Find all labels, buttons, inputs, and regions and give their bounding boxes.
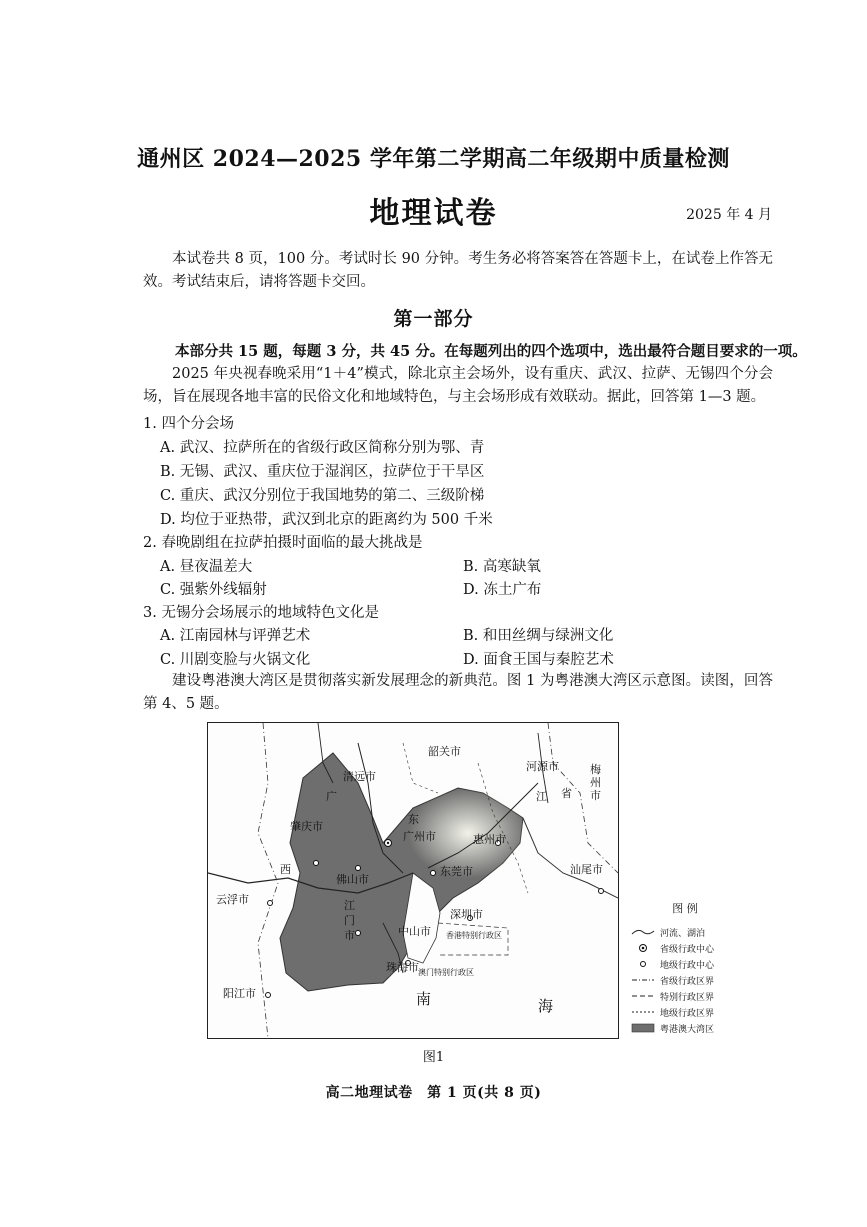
legend-row-river xyxy=(630,924,740,940)
question-3-option-c: C. 川剧变脸与火锅文化 xyxy=(160,652,311,668)
question-1-option-d: D. 均位于亚热带，武汉到北京的距离约为 500 千米 xyxy=(160,512,493,528)
legend-row-bay-area xyxy=(630,1020,740,1036)
label-zhaoqing: 肇庆市 xyxy=(290,820,323,833)
city-marker-jiangmen xyxy=(356,931,361,936)
label-jiang: 江 xyxy=(536,790,547,803)
map-legend xyxy=(630,900,740,1036)
legend-label-prefecture-boundary: 地级行政区界 xyxy=(660,1008,715,1019)
material-paragraph-1: 2025 年央视春晚采用“1＋4”模式，除北京主会场外，设有重庆、武汉、拉萨、无锡四个分会场，旨在展现各地丰富的民俗文化和地域特色，与主会场形成有效联动。据此，回答第 1—3 题。 xyxy=(143,366,773,405)
question-2-option-b: B. 高寒缺氧 xyxy=(463,559,541,575)
city-marker-yunfu xyxy=(268,901,273,906)
question-3-option-a: A. 江南园林与评弹艺术 xyxy=(160,628,311,644)
bay-area-map xyxy=(207,722,619,1039)
provincial-boundary-icon xyxy=(630,977,656,983)
legend-label-prefecture-center: 地级行政中心 xyxy=(660,960,715,971)
question-1-option-c: C. 重庆、武汉分别位于我国地势的第二、三级阶梯 xyxy=(160,488,485,504)
part-heading: 第一部分 xyxy=(393,308,474,330)
question-2-stem: 2. 春晚剧组在拉萨拍摄时面临的最大挑战是 xyxy=(143,535,423,551)
river-symbol-icon xyxy=(630,928,656,936)
question-3-option-d: D. 面食王国与秦腔艺术 xyxy=(463,652,614,668)
legend-row-prefecture-center xyxy=(630,956,740,972)
label-zhuhai: 珠海市 xyxy=(386,961,419,974)
question-1-stem: 1. 四个分会场 xyxy=(143,416,234,432)
sar-boundary-icon xyxy=(630,993,656,999)
prefecture-boundary-icon xyxy=(630,1009,656,1015)
label-hong-kong: 香港特别行政区 xyxy=(446,931,502,940)
city-marker-zhaoqing xyxy=(314,861,319,866)
legend-title: 图 例 xyxy=(672,902,698,915)
label-yunfu: 云浮市 xyxy=(216,893,249,906)
city-marker-dongguan xyxy=(431,871,436,876)
label-huizhou: 惠州市 xyxy=(473,833,506,846)
question-1-option-b: B. 无锡、武汉、重庆位于湿润区，拉萨位于干旱区 xyxy=(160,464,485,480)
east-coast xyxy=(523,818,618,898)
exam-date: 2025 年 4 月 xyxy=(686,207,772,223)
provincial-capital-icon xyxy=(630,943,656,953)
label-sea-nan: 南 xyxy=(416,990,432,1008)
label-zhongshan: 中山市 xyxy=(398,925,431,938)
label-shanwei: 汕尾市 xyxy=(570,863,603,876)
label-guang: 广 xyxy=(326,790,337,803)
label-heyuan: 河源市 xyxy=(526,760,559,773)
legend-label-provincial-capital: 省级行政中心 xyxy=(660,944,715,955)
city-marker-foshan xyxy=(356,866,361,871)
label-dongguan: 东莞市 xyxy=(440,865,473,878)
question-2-option-d: D. 冻土广布 xyxy=(463,582,542,598)
label-dong: 东 xyxy=(408,813,419,826)
legend-label-sar-boundary: 特别行政区界 xyxy=(660,992,715,1003)
guangzhou-marker-dot xyxy=(387,842,389,844)
figure-caption: 图1 xyxy=(422,1050,445,1065)
material-paragraph-2: 建设粤港澳大湾区是贯彻落实新发展理念的新典范。图 1 为粤港澳大湾区示意图。读图，回答第 4、5 题。 xyxy=(143,673,773,712)
question-1-option-a: A. 武汉、拉萨所在的省级行政区简称分别为鄂、青 xyxy=(160,440,485,456)
label-macao: 澳门特别行政区 xyxy=(418,968,474,977)
exam-subject: 地理试卷 xyxy=(369,196,498,231)
exam-title: 通州区 2024—2025 学年第二学期高二年级期中质量检测 xyxy=(137,146,730,172)
legend-label-river: 河流、湖泊 xyxy=(660,928,706,939)
city-marker-yangjiang xyxy=(266,993,271,998)
question-2-option-c: C. 强紫外线辐射 xyxy=(160,582,267,598)
part-note: 本部分共 15 题，每题 3 分，共 45 分。在每题列出的四个选项中，选出最符合题目要求的一项。 xyxy=(175,343,807,360)
bay-area-swatch-icon xyxy=(630,1023,656,1033)
label-qingyuan: 清远市 xyxy=(343,770,376,783)
label-guangzhou: 广州市 xyxy=(403,830,436,843)
label-yangjiang: 阳江市 xyxy=(223,987,256,1000)
provincial-boundary-east xyxy=(548,723,618,873)
legend-row-sar-boundary xyxy=(630,988,740,1004)
label-shenzhen: 深圳市 xyxy=(450,908,483,921)
legend-row-prefecture-boundary xyxy=(630,1004,740,1020)
label-xi: 西 xyxy=(280,863,291,876)
prefecture-center-icon xyxy=(630,959,656,969)
exam-instructions: 本试卷共 8 页，100 分。考试时长 90 分钟。考生务必将答案答在答题卡上，在试卷上作答无效。考试结束后，请将答题卡交回。 xyxy=(143,251,773,290)
legend-label-provincial-boundary: 省级行政区界 xyxy=(660,976,715,987)
city-marker-shanwei xyxy=(599,889,604,894)
legend-label-bay-area: 粤港澳大湾区 xyxy=(660,1024,715,1035)
label-shaoguan: 韶关市 xyxy=(428,745,461,758)
label-sea-hai: 海 xyxy=(538,997,554,1015)
legend-row-provincial-capital xyxy=(630,940,740,956)
question-3-option-b: B. 和田丝绸与绿洲文化 xyxy=(463,628,614,644)
question-2-option-a: A. 昼夜温差大 xyxy=(160,559,253,575)
page-footer: 高二地理试卷 第 1 页(共 8 页) xyxy=(325,1085,542,1101)
question-3-stem: 3. 无锡分会场展示的地域特色文化是 xyxy=(143,605,379,621)
legend-row-provincial-boundary xyxy=(630,972,740,988)
label-meizhou: 梅州市 xyxy=(590,763,601,802)
label-jiangmen: 江门市 xyxy=(344,899,355,942)
label-foshan: 佛山市 xyxy=(336,873,369,886)
label-sheng: 省 xyxy=(561,787,572,800)
